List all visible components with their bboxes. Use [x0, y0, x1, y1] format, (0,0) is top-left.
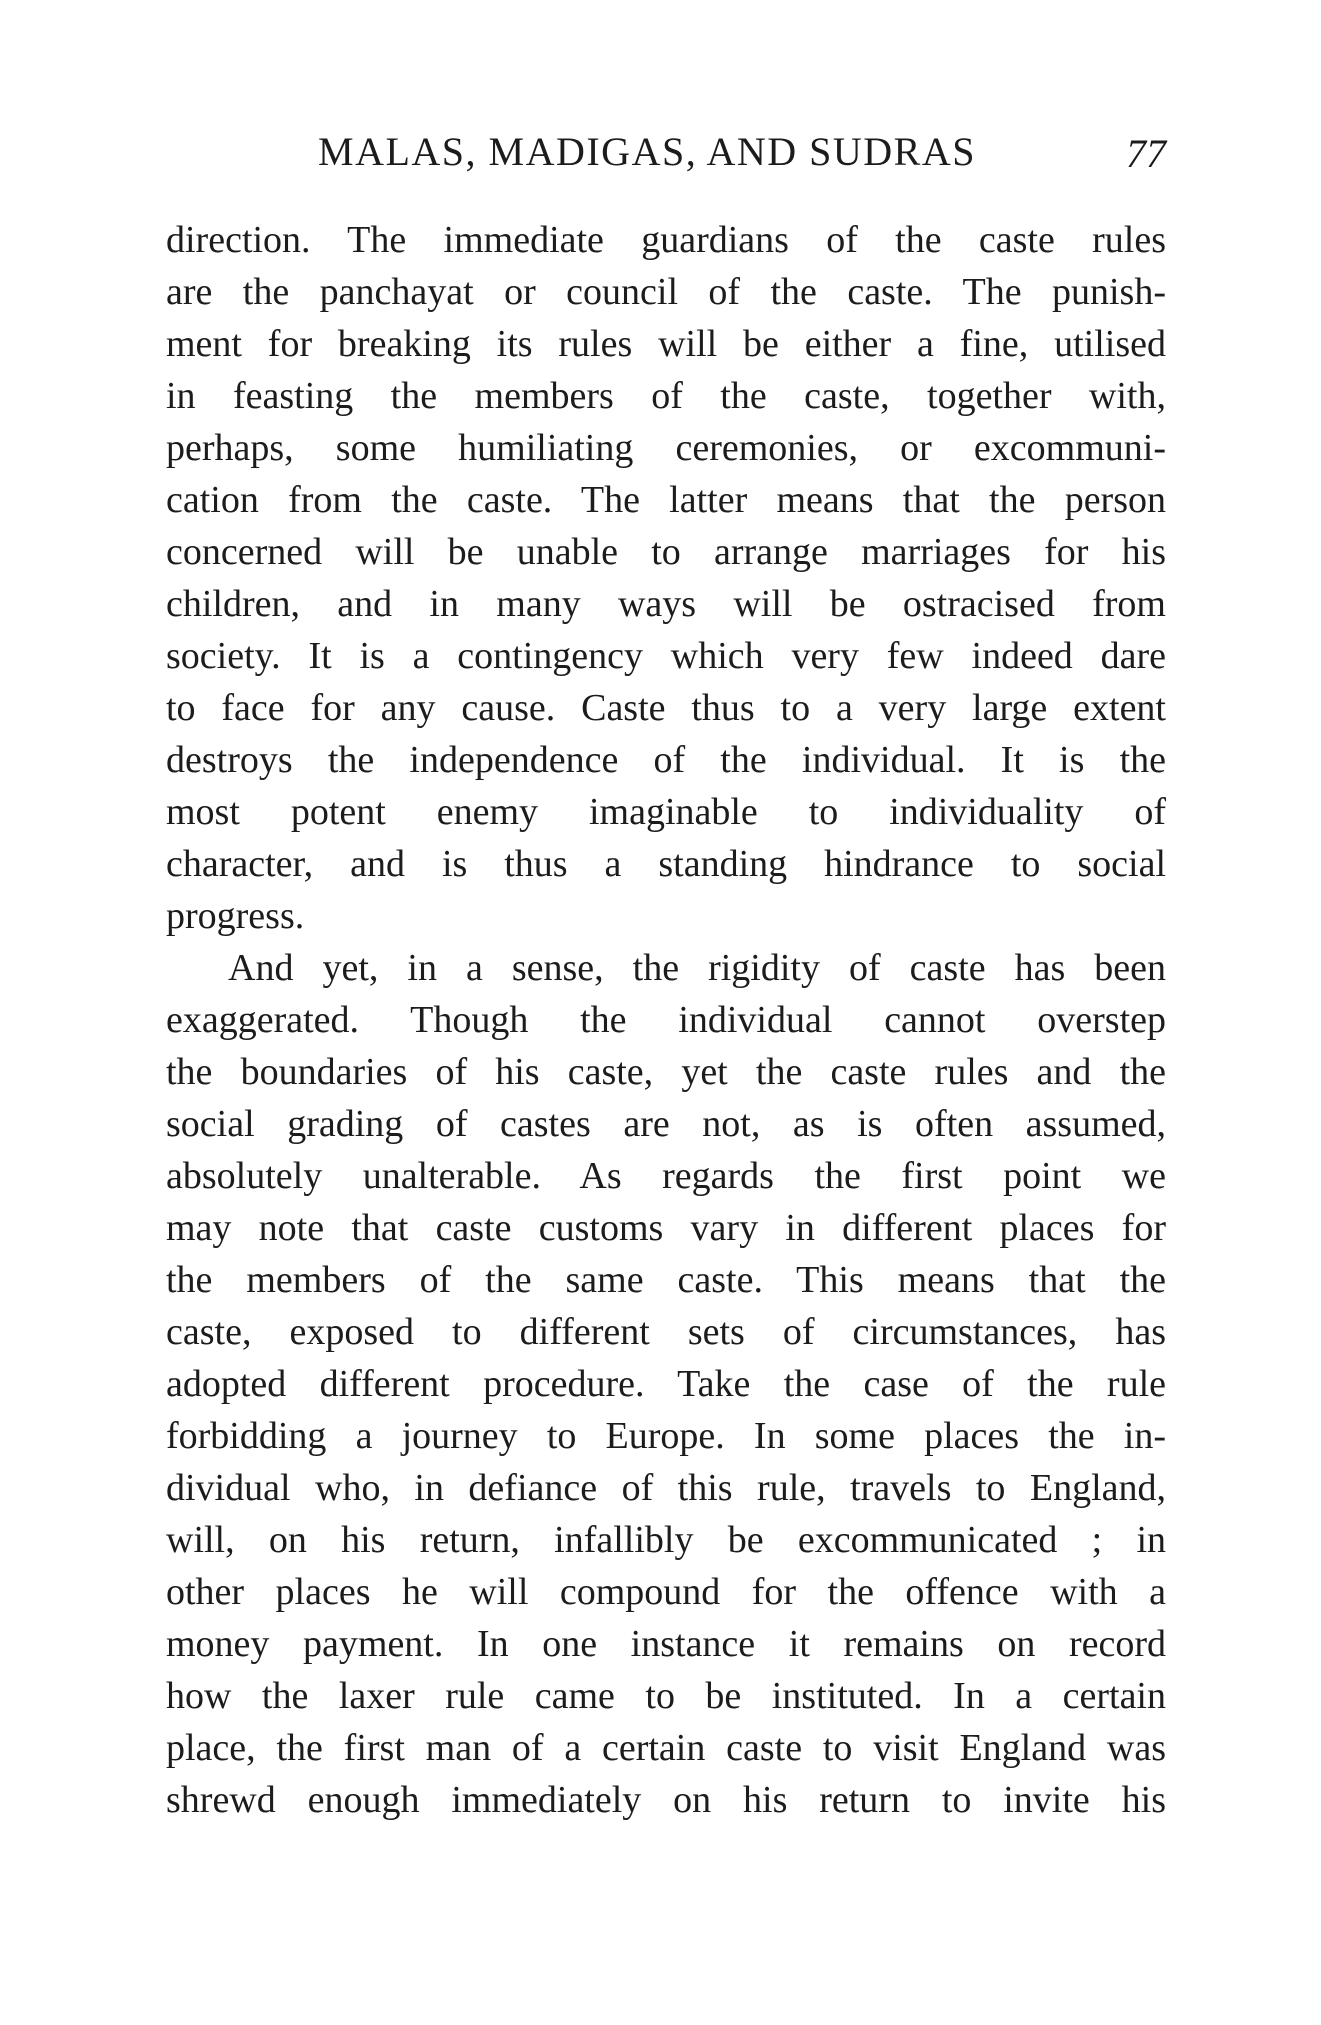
text-line: direction. The immediate guardians of the caste rules	[166, 219, 1166, 261]
text-line: are the panchayat or council of the caste. The punish-	[166, 271, 1166, 313]
text-line: children, and in many ways will be ostracised from	[166, 583, 1166, 625]
text-line: society. It is a contingency which very few indeed dare	[166, 635, 1166, 677]
body-text	[166, 214, 1166, 1826]
text-line: place, the first man of a certain caste to visit England was	[166, 1727, 1166, 1769]
text-line: dividual who, in defiance of this rule, travels to England,	[166, 1467, 1166, 1509]
text-line: the boundaries of his caste, yet the caste rules and the	[166, 1051, 1166, 1093]
text-line: cation from the caste. The latter means that the person	[166, 479, 1166, 521]
text-line: forbidding a journey to Europe. In some places the in-	[166, 1415, 1166, 1457]
running-title: MALAS, MADIGAS, AND SUDRAS	[318, 129, 976, 174]
text-line: shrewd enough immediately on his return to invite his	[166, 1779, 1166, 1821]
text-line: to face for any cause. Caste thus to a very large extent	[166, 687, 1166, 729]
text-line: may note that caste customs vary in different places for	[166, 1207, 1166, 1249]
text-line: most potent enemy imaginable to individuality of	[166, 791, 1166, 833]
text-line: character, and is thus a standing hindrance to social	[166, 843, 1166, 885]
text-line: caste, exposed to different sets of circumstances, has	[166, 1311, 1166, 1353]
text-line: adopted different procedure. Take the case of the rule	[166, 1363, 1166, 1405]
running-head	[166, 128, 1166, 178]
text-line: will, on his return, infallibly be excommunicated ; in	[166, 1519, 1166, 1561]
text-line: destroys the independence of the individual. It is the	[166, 739, 1166, 781]
text-line: exaggerated. Though the individual cannot overstep	[166, 999, 1166, 1041]
text-line: ment for breaking its rules will be either a fine, utilised	[166, 323, 1166, 365]
paragraph-1	[166, 214, 1166, 942]
text-line: other places he will compound for the offence with a	[166, 1571, 1166, 1613]
text-line: progress.	[166, 895, 305, 937]
text-line: the members of the same caste. This means that the	[166, 1259, 1166, 1301]
text-line: money payment. In one instance it remains on record	[166, 1623, 1166, 1665]
text-line: in feasting the members of the caste, together with,	[166, 375, 1166, 417]
page-number: 77	[1126, 131, 1166, 176]
paragraph-2	[166, 942, 1166, 1826]
text-line: social grading of castes are not, as is often assumed,	[166, 1103, 1166, 1145]
text-line: perhaps, some humiliating ceremonies, or excommuni-	[166, 427, 1166, 469]
text-line: how the laxer rule came to be instituted. In a certain	[166, 1675, 1166, 1717]
text-line: concerned will be unable to arrange marriages for his	[166, 531, 1166, 573]
text-line: And yet, in a sense, the rigidity of caste has been	[228, 947, 1166, 989]
text-line: absolutely unalterable. As regards the first point we	[166, 1155, 1166, 1197]
